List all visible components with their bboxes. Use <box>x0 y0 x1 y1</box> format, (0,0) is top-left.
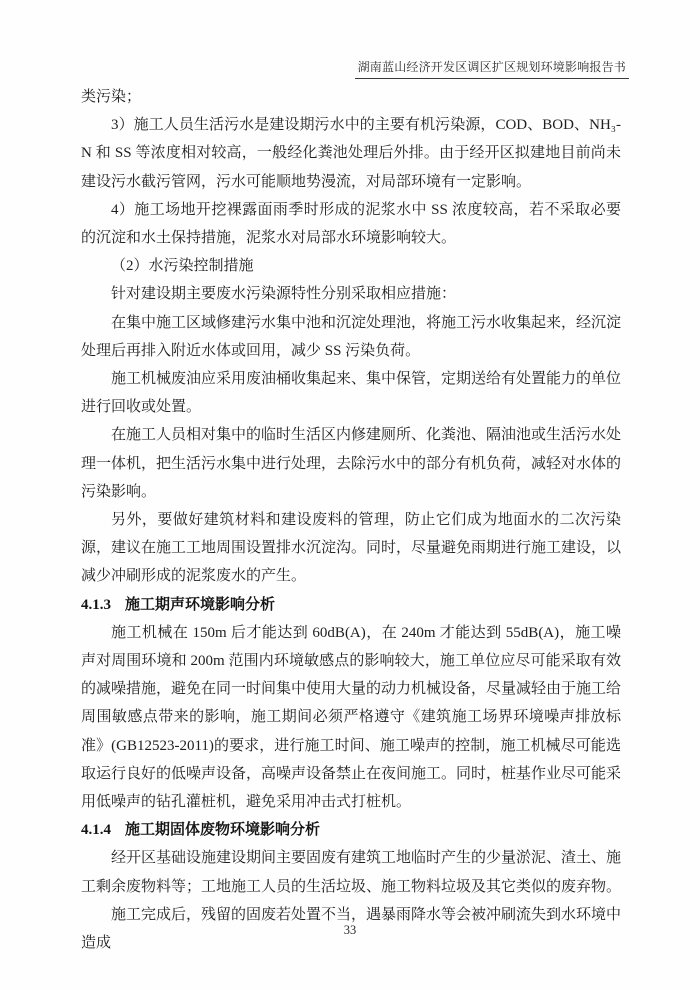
paragraph-material-management: 另外，要做好建筑材料和建设废料的管理，防止它们成为地面水的二次污染源，建议在施工工地周围设置排水沉淀沟。同时，尽量避免雨期进行施工建设，以减少冲刷形成的泥浆废水的产生。 <box>81 512 622 585</box>
page-number: 33 <box>343 923 357 937</box>
paragraph-sedimentation-pool: 在集中施工区域修建污水集中池和沉淀处理池，将施工污水收集起来，经沉淀处理后再排入附近水体或回用，减少 SS 污染负荷。 <box>81 314 622 359</box>
paragraph-noise-impact: 施工机械在 150m 后才能达到 60dB(A)，在 240m 才能达到 55dB(A)，施工噪声对周围环境和 200m 范围内环境敏感点的影响较大，施工单位应尽可能采取有效的减噪措施，避免在同一时间集中使用大量的动力机械设备，尽量减轻由于施工给周围敏感点带来的影响，施工期间必须严格遵守《建筑施工场界环境噪声排放标准》(GB12523-2011)的要求，进行施工时间、施工噪声的控制，施工机械尽可能选取运行良好的低噪声设备，高噪声设备禁止在夜间施工。同时，桩基作业尽可能采用低噪声的钻孔灌桩机，避免采用冲击式打桩机。 <box>81 624 622 811</box>
page-header <box>355 58 629 79</box>
heading-title: 施工期固体废物环境影响分析 <box>125 821 321 839</box>
section-heading-4-1-3 <box>81 591 621 619</box>
paragraph-waste-oil: 施工机械废油应采用废油桶收集起来、集中保管，定期送给有处置能力的单位进行回收或处置。 <box>81 371 622 416</box>
paragraph-continuation: 类污染； <box>81 89 142 105</box>
paragraph-post-construction: 施工完成后，残留的固废若处置不当，遇暴雨降水等会被冲刷流失到水环境中造成 <box>81 906 622 952</box>
paragraph-solid-waste: 经开区基础设施建设期间主要固废有建筑工地临时产生的少量淤泥、渣土、施工剩余废物料等；工地施工人员的生活垃圾、施工物料垃圾及其它类似的废弃物。 <box>81 850 622 895</box>
heading-title: 施工期声环境影响分析 <box>125 595 276 613</box>
section-heading-4-1-4 <box>81 816 621 844</box>
page-footer <box>0 921 700 939</box>
document-body <box>81 83 621 957</box>
paragraph-measures-intro: 针对建设期主要废水污染源特性分别采取相应措施： <box>111 286 457 303</box>
paragraph-living-area-sewage: 在施工人员相对集中的临时生活区内修建厕所、化粪池、隔油池或生活污水处理一体机，把生活污水集中进行处理，去除污水中的部分有机负荷，减轻对水体的污染影响。 <box>81 427 622 500</box>
paragraph-sewage-source: 3）施工人员生活污水是建设期污水中的主要有机污染源，COD、BOD、NH₃-N 和 SS 等浓度相对较高，一般经化粪池处理后外排。由于经开区拟建地目前尚未建设污水截污管网，污水可能顺地势漫流，对局部环境有一定影响。 <box>81 117 621 190</box>
report-title: 湖南蓝山经济开发区调区扩区规划环境影响报告书 <box>355 58 629 79</box>
paragraph-muddy-water: 4）施工场地开挖裸露面雨季时形成的泥浆水中 SS 浓度较高，若不采取必要的沉淀和水土保持措施，泥浆水对局部水环境影响较大。 <box>81 201 621 247</box>
heading-number: 4.1.3 <box>81 596 111 613</box>
subheading-water-pollution-control: （2）水污染控制措施 <box>111 258 254 275</box>
heading-number: 4.1.4 <box>81 822 111 839</box>
